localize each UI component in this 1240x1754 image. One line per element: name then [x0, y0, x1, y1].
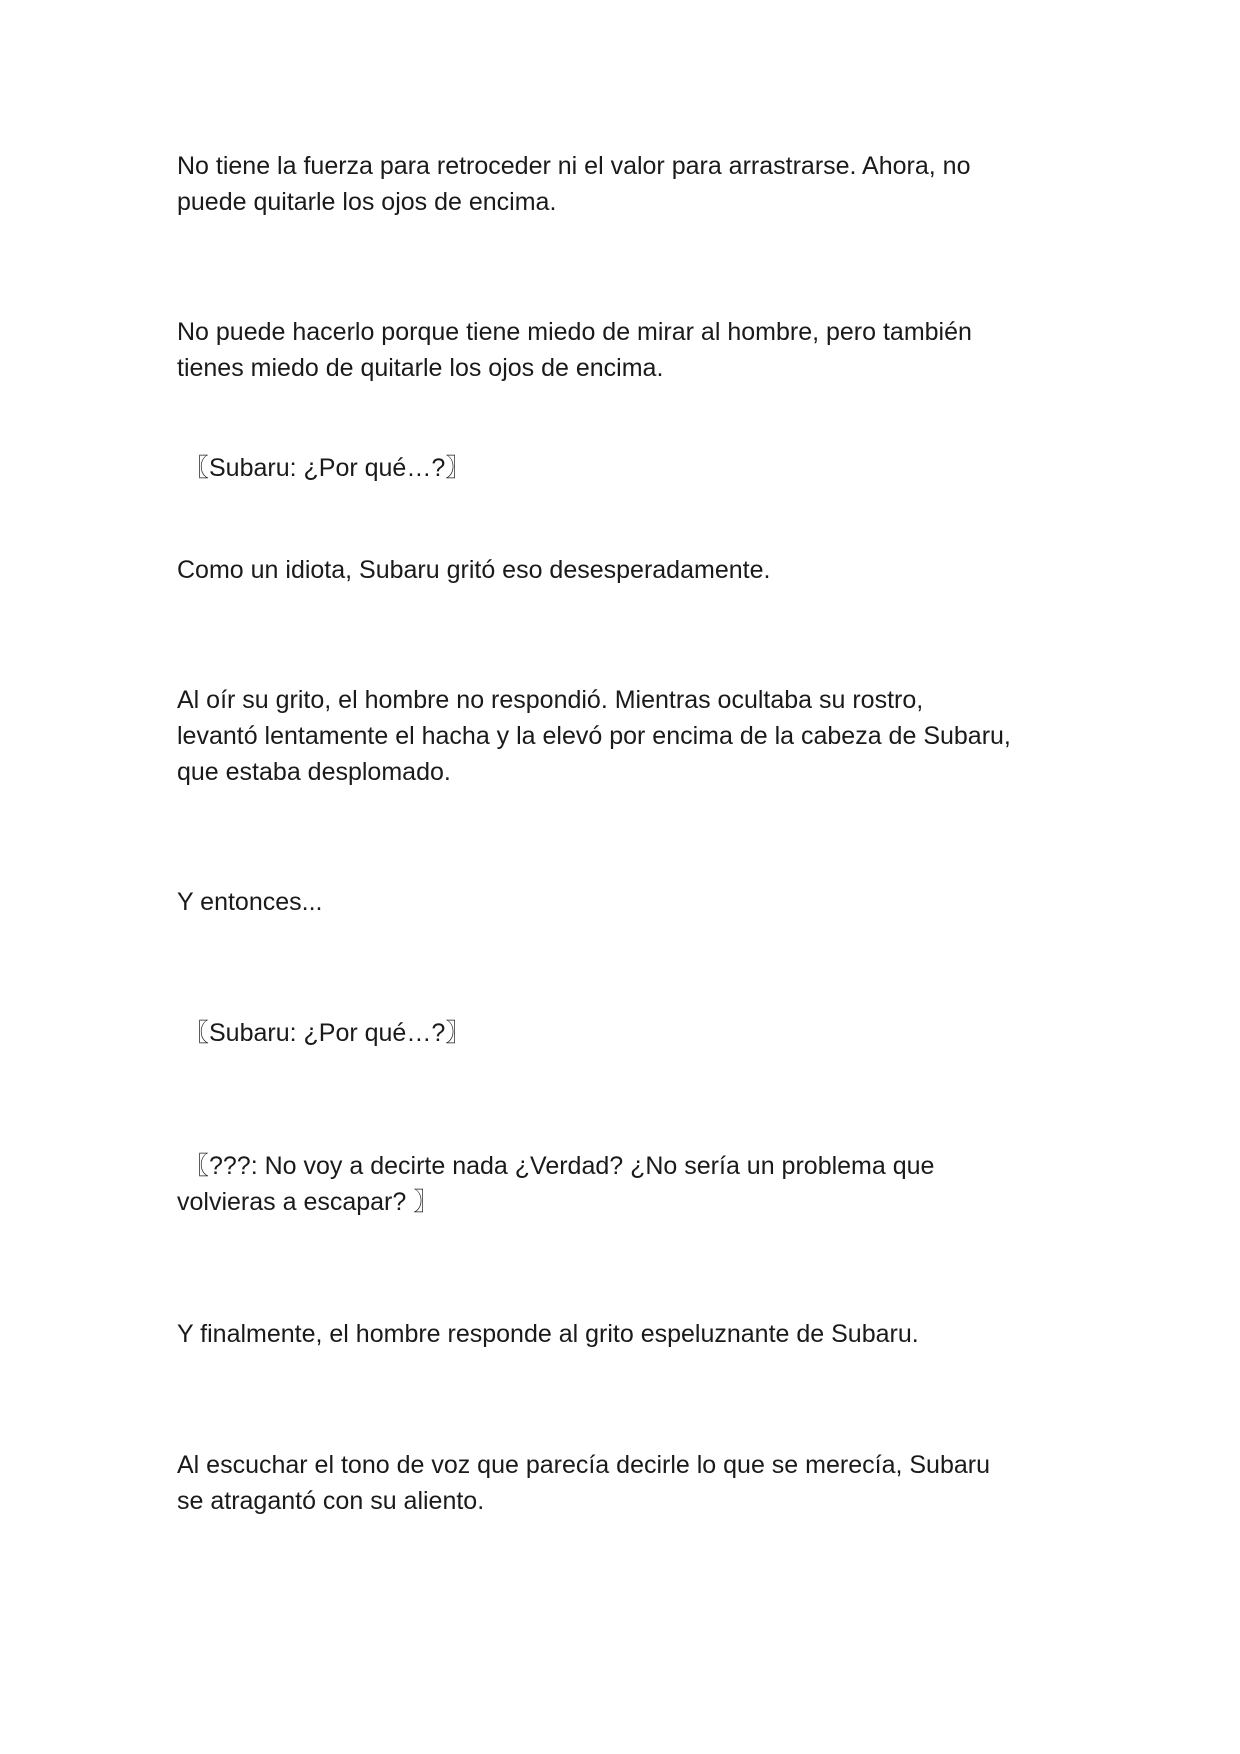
paragraph-line: Y finalmente, el hombre responde al grito espeluznante de Subaru.: [177, 1320, 919, 1348]
dialogue-line: volvieras a escapar? 〗: [177, 1188, 439, 1216]
dialogue-line: 〖???: No voy a decirte nada ¿Verdad? ¿No sería un problema que: [184, 1152, 935, 1180]
paragraph-5: [177, 682, 1077, 790]
paragraph-line: que estaba desplomado.: [177, 758, 451, 786]
paragraph-line: tienes miedo de quitarle los ojos de encima.: [177, 354, 664, 382]
paragraph-10: [177, 1447, 1077, 1519]
dialogue-subaru-2: [184, 1015, 1084, 1051]
dialogue-line: 〖Subaru: ¿Por qué…?〗: [184, 1019, 471, 1047]
paragraph-line: Como un idiota, Subaru gritó eso desesperadamente.: [177, 556, 771, 584]
paragraph-6: [177, 884, 1077, 920]
dialogue-line: 〖Subaru: ¿Por qué…?〗: [184, 454, 471, 482]
paragraph-1: [177, 148, 1077, 220]
paragraph-2: [177, 314, 1077, 386]
dialogue-subaru-1: [184, 450, 1084, 486]
paragraph-line: levantó lentamente el hacha y la elevó por encima de la cabeza de Subaru,: [177, 722, 1011, 750]
paragraph-line: Al escuchar el tono de voz que parecía decirle lo que se merecía, Subaru: [177, 1451, 990, 1479]
paragraph-line: No puede hacerlo porque tiene miedo de mirar al hombre, pero también: [177, 318, 972, 346]
paragraph-9: [177, 1316, 1077, 1352]
dialogue-unknown: [177, 1148, 1077, 1220]
paragraph-line: se atragantó con su aliento.: [177, 1487, 485, 1515]
paragraph-line: No tiene la fuerza para retroceder ni el valor para arrastrarse. Ahora, no: [177, 152, 971, 180]
paragraph-line: Al oír su grito, el hombre no respondió. Mientras ocultaba su rostro,: [177, 686, 924, 714]
paragraph-line: puede quitarle los ojos de encima.: [177, 188, 557, 216]
paragraph-4: [177, 552, 1077, 588]
paragraph-line: Y entonces...: [177, 888, 323, 916]
